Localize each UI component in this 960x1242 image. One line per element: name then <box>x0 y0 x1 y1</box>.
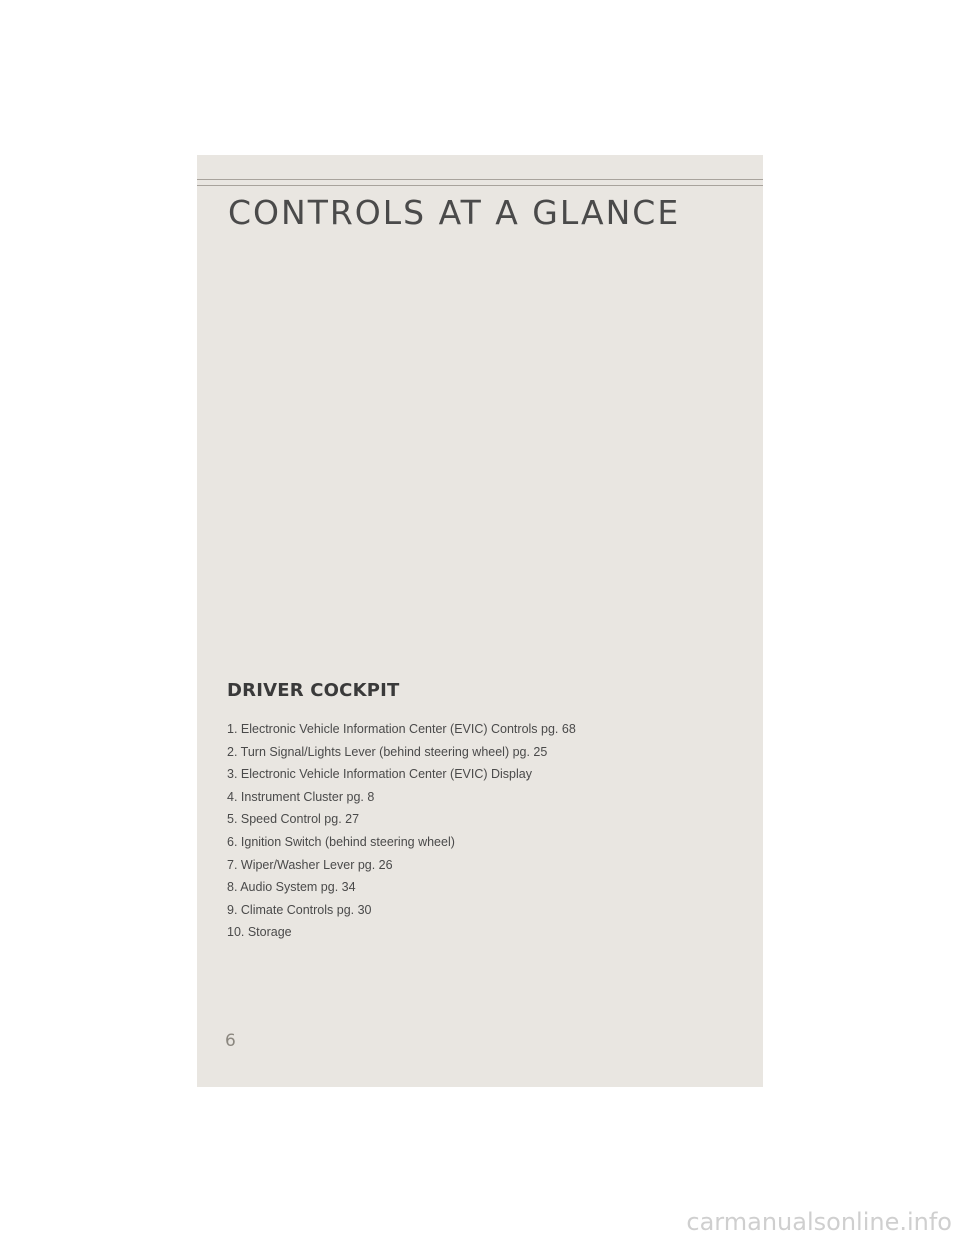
list-item: 10. Storage <box>227 925 292 940</box>
list-item: 5. Speed Control pg. 27 <box>227 812 360 827</box>
list-item: 3. Electronic Vehicle Information Center (EVIC) Display <box>227 767 532 782</box>
page-number: 6 <box>225 1031 236 1051</box>
driver-cockpit-heading: DRIVER COCKPIT <box>227 680 400 701</box>
list-item: 2. Turn Signal/Lights Lever (behind steering wheel) pg. 25 <box>227 744 548 759</box>
header-rule-top <box>197 179 763 180</box>
list-item: 8. Audio System pg. 34 <box>227 880 356 895</box>
list-item: 6. Ignition Switch (behind steering wheel) <box>227 834 455 849</box>
watermark-text: carmanualsonline.info <box>686 1208 952 1236</box>
list-item: 1. Electronic Vehicle Information Center (EVIC) Controls pg. 68 <box>227 722 576 736</box>
header-rule-bottom <box>197 185 763 186</box>
list-item: 9. Climate Controls pg. 30 <box>227 902 372 917</box>
list-item: 4. Instrument Cluster pg. 8 <box>227 789 375 804</box>
section-title: CONTROLS AT A GLANCE <box>228 193 681 232</box>
content-panel <box>197 155 763 1087</box>
cockpit-item-list <box>227 718 576 944</box>
list-item: 7. Wiper/Washer Lever pg. 26 <box>227 857 393 872</box>
